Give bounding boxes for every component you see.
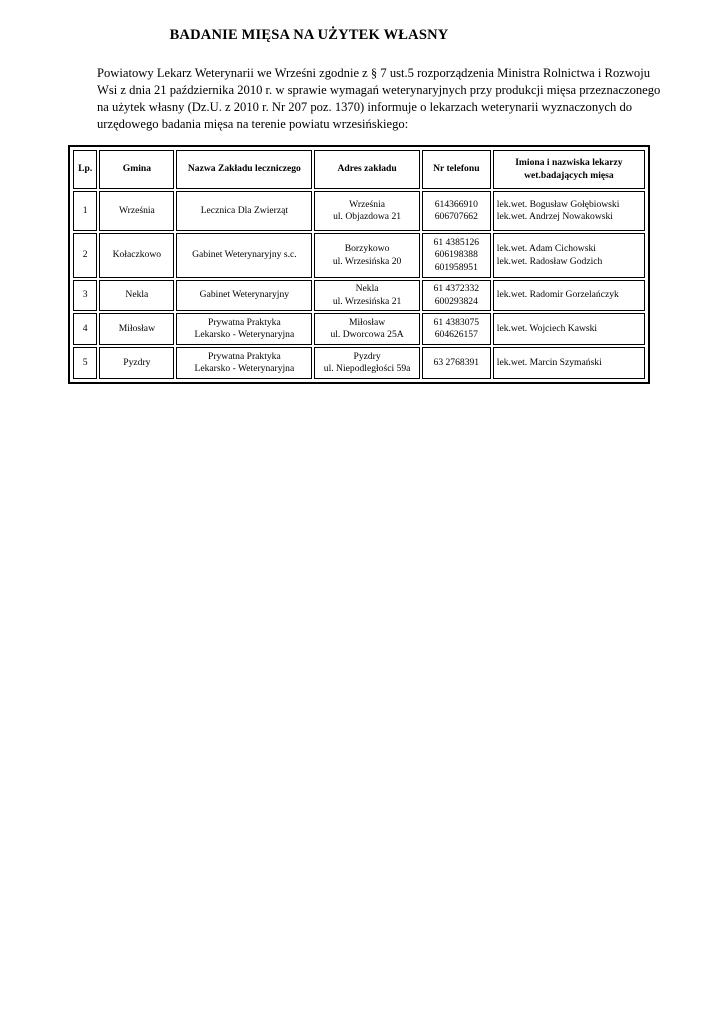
cell-zaklad <box>176 233 312 277</box>
cell-line: Prywatna Praktyka <box>207 316 281 328</box>
table-row <box>73 313 645 345</box>
cell-gmina: Kołaczkowo <box>99 233 174 277</box>
cell-line: Pyzdry <box>353 350 381 362</box>
veterinarians-table <box>71 148 647 381</box>
cell-line: 61 4372332 <box>433 283 480 295</box>
cell-telefon <box>422 347 491 379</box>
cell-telefon <box>422 233 491 277</box>
cell-line: ul. Wrzesińska 21 <box>332 295 402 307</box>
cell-lekarze <box>493 313 645 345</box>
cell-zaklad <box>176 313 312 345</box>
cell-gmina: Pyzdry <box>99 347 174 379</box>
cell-lp: 5 <box>73 347 97 379</box>
table-row <box>73 280 645 312</box>
intro-line: Wsi z dnia 21 października 2010 r. w sprawie wymagań weterynaryjnych przy produkcji mięsa przeznaczonego <box>97 83 661 97</box>
veterinarians-table-frame <box>68 145 650 384</box>
header-gmina: Gmina <box>99 150 174 189</box>
cell-line: 606707662 <box>434 211 478 223</box>
cell-line: 601958951 <box>434 261 478 273</box>
cell-zaklad <box>176 347 312 379</box>
cell-line: 604626157 <box>434 329 478 341</box>
table-row <box>73 347 645 379</box>
cell-line: 61 4385126 <box>433 236 480 248</box>
cell-adres <box>314 191 420 231</box>
header-lekarze <box>493 150 645 189</box>
cell-line: Lekarsko - Weterynaryjna <box>194 363 295 375</box>
cell-line: Lekarsko - Weterynaryjna <box>194 329 295 341</box>
cell-line: ul. Objazdowa 21 <box>333 211 402 223</box>
cell-zaklad <box>176 191 312 231</box>
cell-gmina: Nekla <box>99 280 174 312</box>
cell-line: lek.wet. Andrzej Nowakowski <box>496 211 613 223</box>
cell-line: lek.wet. Adam Cichowski <box>496 243 596 255</box>
cell-line: Nekla <box>355 283 379 295</box>
cell-line: 61 4383075 <box>433 316 480 328</box>
cell-line: ul. Wrzesińska 20 <box>332 255 402 267</box>
cell-line: Borzykowo <box>344 243 390 255</box>
intro-line: Powiatowy Lekarz Weterynarii we Wrześni zgodnie z § 7 ust.5 rozporządzenia Ministra Rolnictwa i Rozwoju <box>97 66 651 80</box>
cell-line: Gabinet Weterynaryjny <box>199 289 290 301</box>
cell-lekarze <box>493 233 645 277</box>
header-lp: Lp. <box>73 150 97 189</box>
cell-gmina: Miłosław <box>99 313 174 345</box>
cell-line: lek.wet. Radomir Gorzelańczyk <box>496 289 619 301</box>
cell-lp: 2 <box>73 233 97 277</box>
cell-adres <box>314 313 420 345</box>
cell-zaklad <box>176 280 312 312</box>
cell-lp: 3 <box>73 280 97 312</box>
cell-line: Miłosław <box>348 316 386 328</box>
header-lekarze-line: wet.badających mięsa <box>524 169 614 181</box>
cell-line: lek.wet. Bogusław Gołębiowski <box>496 198 620 210</box>
cell-lp: 4 <box>73 313 97 345</box>
table-header-row <box>73 150 645 189</box>
cell-lekarze <box>493 280 645 312</box>
page-title: BADANIE MIĘSA NA UŻYTEK WŁASNY <box>169 27 449 43</box>
cell-line: ul. Dworcowa 25A <box>330 329 404 341</box>
cell-lekarze <box>493 347 645 379</box>
cell-lekarze <box>493 191 645 231</box>
header-telefon: Nr telefonu <box>422 150 491 189</box>
cell-line: 600293824 <box>434 295 478 307</box>
cell-adres <box>314 347 420 379</box>
cell-adres <box>314 233 420 277</box>
cell-line: 606198388 <box>434 249 478 261</box>
cell-line: lek.wet. Marcin Szymański <box>496 356 602 368</box>
header-lekarze-line: Imiona i nazwiska lekarzy <box>515 157 623 169</box>
cell-adres <box>314 280 420 312</box>
cell-line: 63 2768391 <box>433 356 480 368</box>
cell-line: Prywatna Praktyka <box>207 350 281 362</box>
table-row <box>73 191 645 231</box>
table-row <box>73 233 645 277</box>
cell-line: Września <box>349 198 385 210</box>
cell-line: 614366910 <box>434 198 478 210</box>
cell-lp: 1 <box>73 191 97 231</box>
cell-line: Gabinet Weterynaryjny s.c. <box>192 249 297 261</box>
cell-telefon <box>422 191 491 231</box>
cell-line: lek.wet. Wojciech Kawski <box>496 323 598 335</box>
cell-telefon <box>422 313 491 345</box>
intro-line: urzędowego badania mięsa na terenie powiatu wrzesińskiego: <box>97 117 409 131</box>
cell-line: ul. Niepodległości 59a <box>323 363 411 375</box>
header-adres: Adres zakładu <box>314 150 420 189</box>
cell-gmina: Września <box>99 191 174 231</box>
cell-line: lek.wet. Radosław Godzich <box>496 255 603 267</box>
cell-telefon <box>422 280 491 312</box>
header-zaklad: Nazwa Zakładu leczniczego <box>176 150 312 189</box>
cell-line: Lecznica Dla Zwierząt <box>200 204 289 216</box>
intro-line: na użytek własny (Dz.U. z 2010 r. Nr 207 poz. 1370) informuje o lekarzach weterynarii wyznaczonych do <box>97 100 633 114</box>
intro-paragraph <box>97 65 661 133</box>
